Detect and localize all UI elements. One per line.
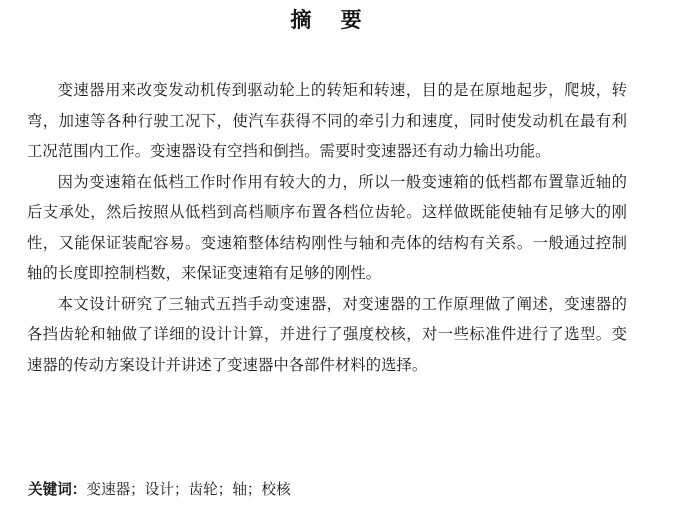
paragraph-1: 变速器用来改变发动机传到驱动轮上的转矩和转速，目的是在原地起步，爬坡，转弯，加速等各种行驶工况下，使汽车获得不同的牵引力和速度，同时使发动机在最有利工况范围内工作。变速器设有空挡和倒挡。需要时变速器还有动力输出功能。 [27, 81, 627, 160]
keywords-value: 变速器；设计；齿轮；轴；校核 [86, 481, 291, 498]
paragraph-2: 因为变速箱在低档工作时作用有较大的力，所以一般变速箱的低档都布置靠近轴的后支承处，然后按照从低档到高档顺序布置各档位齿轮。这样做既能使轴有足够大的刚性，又能保证装配容易。变速箱整体结构刚性与轴和壳体的结构有关系。一般通过控制轴的长度即控制档数，来保证变速箱有足够的刚性。 [27, 172, 627, 282]
keywords-label: 关键词： [28, 481, 87, 498]
abstract-body [27, 75, 627, 380]
paragraph-3: 本文设计研究了三轴式五挡手动变速器，对变速器的工作原理做了阐述，变速器的各挡齿轮和轴做了详细的设计计算，并进行了强度校核，对一些标准件进行了选型。变速器的传动方案设计并讲述了变速器中各部件材料的选择。 [27, 294, 627, 374]
keywords-line [28, 478, 291, 502]
page-title: 摘 要 [290, 8, 362, 32]
